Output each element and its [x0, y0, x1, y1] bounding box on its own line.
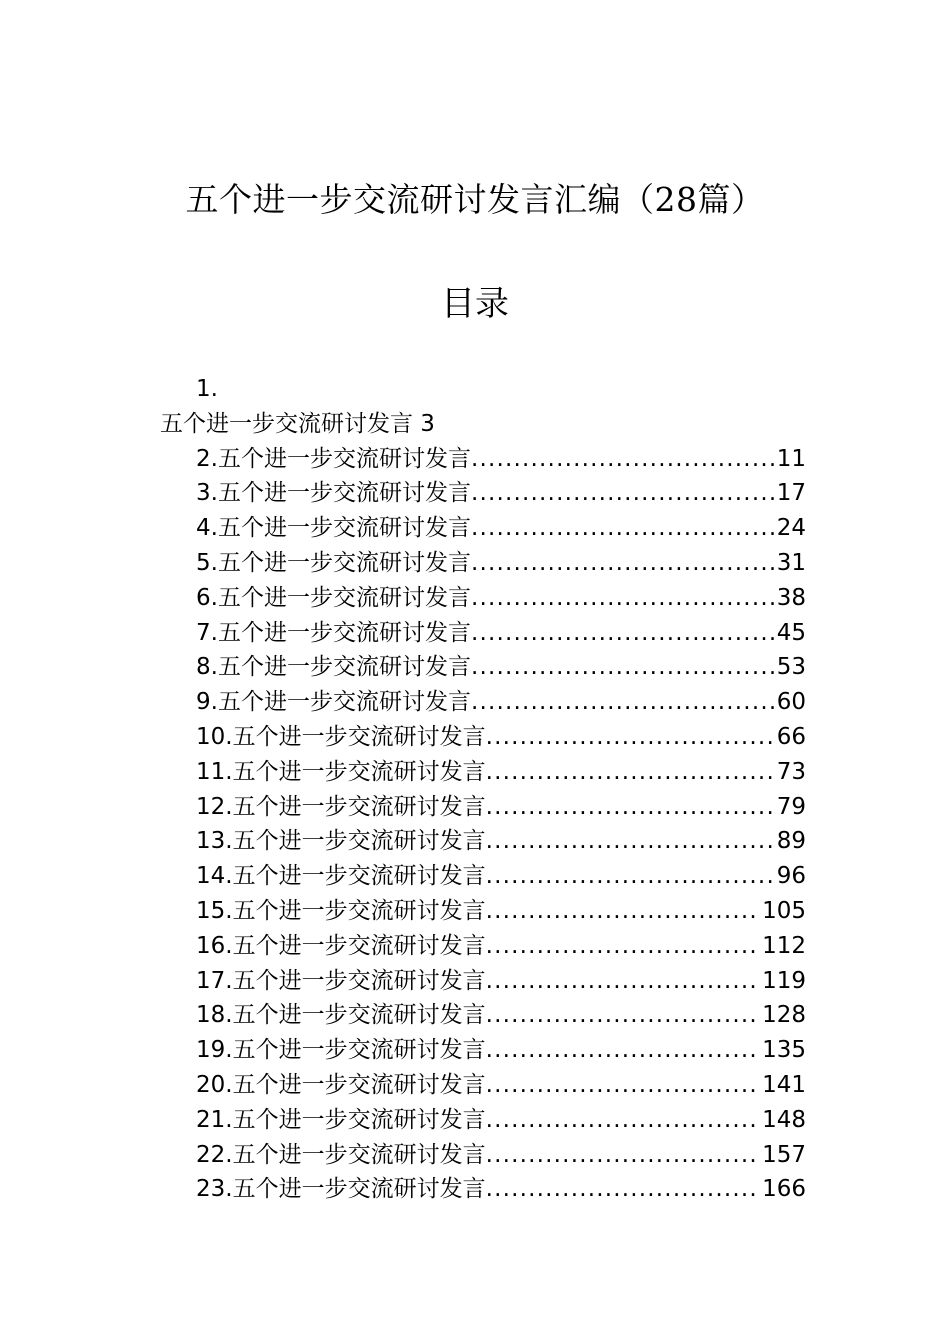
- toc-dot-leader: [471, 442, 775, 477]
- toc-entry[interactable]: [196, 581, 806, 616]
- toc-entry-label: 23.五个进一步交流研讨发言: [196, 1176, 486, 1203]
- toc-entry[interactable]: [196, 1033, 806, 1068]
- toc-entry-page-number: 60: [776, 689, 806, 716]
- toc-entry-page-number: 79: [776, 793, 806, 820]
- toc-list: [196, 442, 806, 1208]
- toc-dot-leader: [486, 720, 775, 755]
- toc-dot-leader: [471, 581, 775, 616]
- toc-entry[interactable]: [196, 1172, 806, 1207]
- toc-dot-leader: [486, 1033, 761, 1068]
- toc-entry-label: 7.五个进一步交流研讨发言: [196, 619, 471, 646]
- toc-entry-label: 17.五个进一步交流研讨发言: [196, 967, 486, 994]
- toc-entry[interactable]: [196, 824, 806, 859]
- toc-entry-page-number: 128: [762, 1002, 806, 1029]
- toc-dot-leader: [486, 859, 775, 894]
- toc-entry-label: 3.五个进一步交流研讨发言: [196, 480, 471, 507]
- toc-entry-page-number: 73: [776, 758, 806, 785]
- toc-entry-label: 13.五个进一步交流研讨发言: [196, 828, 486, 855]
- toc-entry-label: 21.五个进一步交流研讨发言: [196, 1106, 486, 1133]
- toc-entry-label: 8.五个进一步交流研讨发言: [196, 654, 471, 681]
- toc-entry-label: 22.五个进一步交流研讨发言: [196, 1141, 486, 1168]
- toc-dot-leader: [486, 824, 775, 859]
- toc-entry[interactable]: [196, 650, 806, 685]
- toc-entry-1-number[interactable]: 1.: [196, 376, 218, 402]
- toc-dot-leader: [471, 616, 775, 651]
- toc-dot-leader: [471, 476, 775, 511]
- toc-entry-page-number: 157: [762, 1141, 806, 1168]
- toc-entry[interactable]: [196, 964, 806, 999]
- toc-entry-page-number: 38: [776, 584, 806, 611]
- toc-entry-page-number: 105: [762, 897, 806, 924]
- toc-heading: 目录: [441, 284, 509, 324]
- toc-entry-page-number: 89: [776, 828, 806, 855]
- toc-entry[interactable]: [196, 442, 806, 477]
- toc-entry[interactable]: [196, 929, 806, 964]
- toc-entry-page-number: 96: [776, 863, 806, 890]
- toc-entry-label: 5.五个进一步交流研讨发言: [196, 549, 471, 576]
- toc-entry-label: 16.五个进一步交流研讨发言: [196, 932, 486, 959]
- toc-entry[interactable]: [196, 859, 806, 894]
- toc-entry[interactable]: [196, 685, 806, 720]
- toc-dot-leader: [486, 929, 761, 964]
- toc-dot-leader: [486, 1068, 761, 1103]
- toc-entry[interactable]: [196, 511, 806, 546]
- toc-entry-label: 11.五个进一步交流研讨发言: [196, 758, 486, 785]
- toc-entry-page-number: 148: [762, 1106, 806, 1133]
- toc-entry-label: 19.五个进一步交流研讨发言: [196, 1037, 486, 1064]
- toc-entry-label: 14.五个进一步交流研讨发言: [196, 863, 486, 890]
- toc-entry-label: 4.五个进一步交流研讨发言: [196, 515, 471, 542]
- toc-entry[interactable]: [196, 1068, 806, 1103]
- toc-dot-leader: [471, 511, 775, 546]
- toc-entry-page-number: 53: [776, 654, 806, 681]
- toc-dot-leader: [471, 650, 775, 685]
- toc-dot-leader: [486, 1138, 761, 1173]
- toc-entry-label: 2.五个进一步交流研讨发言: [196, 445, 471, 472]
- toc-entry-page-number: 119: [762, 967, 806, 994]
- toc-entry[interactable]: [196, 894, 806, 929]
- toc-entry-page-number: 66: [776, 723, 806, 750]
- toc-dot-leader: [486, 755, 775, 790]
- toc-entry[interactable]: [196, 790, 806, 825]
- toc-entry-page-number: 141: [762, 1071, 806, 1098]
- toc-entry-page-number: 11: [776, 445, 806, 472]
- toc-entry-label: 18.五个进一步交流研讨发言: [196, 1002, 486, 1029]
- toc-dot-leader: [486, 998, 761, 1033]
- toc-entry[interactable]: [196, 1103, 806, 1138]
- toc-entry-label: 12.五个进一步交流研讨发言: [196, 793, 486, 820]
- toc-entry[interactable]: [196, 476, 806, 511]
- toc-entry-page-number: 24: [776, 515, 806, 542]
- toc-entry-label: 10.五个进一步交流研讨发言: [196, 723, 486, 750]
- toc-entry[interactable]: [196, 998, 806, 1033]
- toc-dot-leader: [486, 964, 761, 999]
- toc-entry-1-title[interactable]: 五个进一步交流研讨发言 3: [160, 410, 435, 437]
- toc-dot-leader: [486, 1172, 761, 1207]
- toc-entry[interactable]: [196, 755, 806, 790]
- toc-dot-leader: [471, 685, 775, 720]
- toc-entry-label: 20.五个进一步交流研讨发言: [196, 1071, 486, 1098]
- toc-entry[interactable]: [196, 720, 806, 755]
- toc-entry-page-number: 166: [762, 1176, 806, 1203]
- toc-dot-leader: [471, 546, 775, 581]
- toc-entry-page-number: 45: [776, 619, 806, 646]
- toc-entry-label: 6.五个进一步交流研讨发言: [196, 584, 471, 611]
- toc-entry-page-number: 31: [776, 549, 806, 576]
- toc-entry-page-number: 17: [776, 480, 806, 507]
- toc-dot-leader: [486, 1103, 761, 1138]
- toc-dot-leader: [486, 894, 761, 929]
- toc-entry-page-number: 112: [762, 932, 806, 959]
- toc-entry-label: 9.五个进一步交流研讨发言: [196, 689, 471, 716]
- toc-entry[interactable]: [196, 1138, 806, 1173]
- toc-entry[interactable]: [196, 616, 806, 651]
- toc-entry-label: 15.五个进一步交流研讨发言: [196, 897, 486, 924]
- document-title: 五个进一步交流研讨发言汇编（28篇）: [185, 180, 765, 219]
- toc-entry-page-number: 135: [762, 1037, 806, 1064]
- toc-entry[interactable]: [196, 546, 806, 581]
- toc-dot-leader: [486, 790, 775, 825]
